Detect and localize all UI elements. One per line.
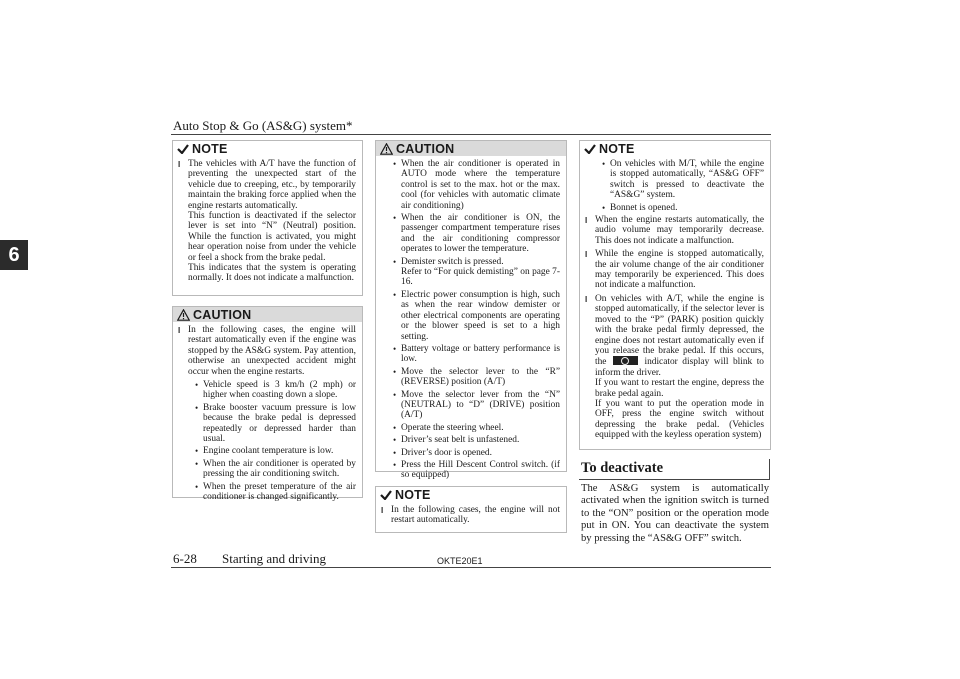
header-rule bbox=[171, 134, 771, 135]
note-label: NOTE bbox=[192, 141, 228, 156]
list-item: • When the preset temperature of the air conditioner is changed significantly. bbox=[195, 481, 356, 503]
caution-label: CAUTION bbox=[193, 307, 252, 322]
list-item: • When the air conditioner is operated by pressing the air conditioning switch. bbox=[195, 458, 356, 480]
list-item: l In the following cases, the engine will not restart automatically. bbox=[381, 505, 560, 526]
list-item: • Bonnet is opened. bbox=[602, 202, 678, 213]
note-label: NOTE bbox=[395, 487, 431, 502]
list-item: • Battery voltage or battery performance is low. bbox=[393, 343, 560, 365]
list-item: • Brake booster vacuum pressure is low because the brake pedal is depressed repeatedly or depressed harder than usual. bbox=[195, 402, 356, 445]
note-box-middle bbox=[375, 486, 567, 533]
list-item: • On vehicles with M/T, while the engine is stopped automatically, “AS&G OFF” switch is pressed to deactivate the “AS&G” system. bbox=[602, 159, 764, 201]
note-icon bbox=[177, 144, 189, 154]
caution-box-left bbox=[172, 306, 363, 503]
list-item: • Move the selector lever to the “R” (REVERSE) position (A/T) bbox=[393, 366, 560, 388]
note-header bbox=[173, 141, 362, 156]
list-item: • When the air conditioner is ON, the passenger compartment temperature rises and the air conditioning compressor operates to lower the temperature. bbox=[393, 213, 560, 255]
caution-header bbox=[376, 141, 566, 156]
page-number: 6-28 bbox=[173, 551, 197, 566]
list-item: • Vehicle speed is 3 km/h (2 mph) or higher when coasting down a slope. bbox=[195, 380, 356, 401]
list-item: • Press the Hill Descent Control switch. (if so equipped) bbox=[393, 459, 560, 481]
list-item: • Operate the steering wheel. bbox=[393, 422, 504, 433]
list-item: l In the following cases, the engine will restart automatically even if the engine was stopped by the AS&G system. Pay attention, otherwise an unexpected accident might occur when the engine restarts. bbox=[178, 325, 356, 377]
list-item: • Move the selector lever from the “N” (NEUTRAL) to “D” (DRIVE) position (A/T) bbox=[393, 389, 560, 421]
list-item: l While the engine is stopped automatically, the air volume change of the air conditioner may temporarily be experienced. This does not indicate a malfunction. bbox=[585, 249, 764, 291]
caution-box-middle bbox=[375, 140, 567, 481]
warning-triangle-icon bbox=[380, 143, 393, 155]
note-header bbox=[376, 487, 566, 502]
list-item: • Electric power consumption is high, such as when the rear window demister or other electrical components are operating or the blower speed is set to a high setting. bbox=[393, 289, 560, 342]
warning-triangle-icon bbox=[177, 309, 190, 321]
footer-rule bbox=[171, 567, 771, 568]
engine-stop-indicator-icon bbox=[613, 356, 638, 365]
caution-label: CAUTION bbox=[396, 141, 455, 156]
section-title: To deactivate bbox=[581, 460, 664, 476]
list-item: • Demister switch is pressed. Refer to “For quick demisting” on page 7-16. bbox=[393, 256, 560, 288]
page-header-title: Auto Stop & Go (AS&G) system* bbox=[173, 118, 353, 133]
list-item: • Engine coolant temperature is low. bbox=[195, 446, 334, 457]
document-code: OKTE20E1 bbox=[437, 556, 483, 566]
note-icon bbox=[380, 490, 392, 500]
list-item: • Driver’s seat belt is unfastened. bbox=[393, 435, 520, 446]
list-item: • When the air conditioner is operated in AUTO mode where the temperature control is set to the max. hot or the max. cool (for vehicles with automatic climate air conditioning) bbox=[393, 159, 560, 211]
list-item: l The vehicles with A/T have the function of preventing the unexpected start of the vehicle due to creeping, etc., by temporarily maintain the braking force applied when the engine restarts automatically. This function is deactivated if the selector lever is set into “N” (Neutral) position. While the function is activated, you might hear operation noise from under the vehicle or feel a shock from the brake pedal. This indicates that the system is operating normally. It does not indicate a malfunction. bbox=[178, 159, 356, 284]
note-header bbox=[580, 141, 770, 156]
section-rule-end bbox=[769, 459, 770, 480]
note-icon bbox=[584, 144, 596, 154]
list-item: l On vehicles with A/T, while the engine is stopped automatically, if the selector lever is moved to the “P” (PARK) position quickly with the brake pedal firmly depressed, the engine does not restart automatically even if you release the brake pedal. If this occurs, the indicator display will blink to inform the driver. If you want to restart the engine, depress the brake pedal again. If you want to put the operation mode in OFF, press the engine switch without depressing the brake pedal. (Vehicles equipped with the keyless operation system) bbox=[585, 293, 764, 441]
chapter-tab: 6 bbox=[0, 240, 28, 270]
caution-header bbox=[173, 307, 362, 322]
note-label: NOTE bbox=[599, 141, 635, 156]
list-item: l When the engine restarts automatically, the audio volume may temporarily decrease. This does not indicate a malfunction. bbox=[585, 215, 764, 246]
note-box-right bbox=[579, 140, 771, 450]
section-rule bbox=[579, 479, 769, 480]
section-body: The AS&G system is automatically activated when the ignition switch is turned to the “ON” position or the operation mode put in ON. You can deactivate the system by pressing the “AS&G OFF” switch. bbox=[581, 483, 769, 544]
list-item: • Driver’s door is opened. bbox=[393, 447, 492, 458]
footer-section-name: Starting and driving bbox=[222, 551, 326, 566]
note-box-left bbox=[172, 140, 363, 296]
